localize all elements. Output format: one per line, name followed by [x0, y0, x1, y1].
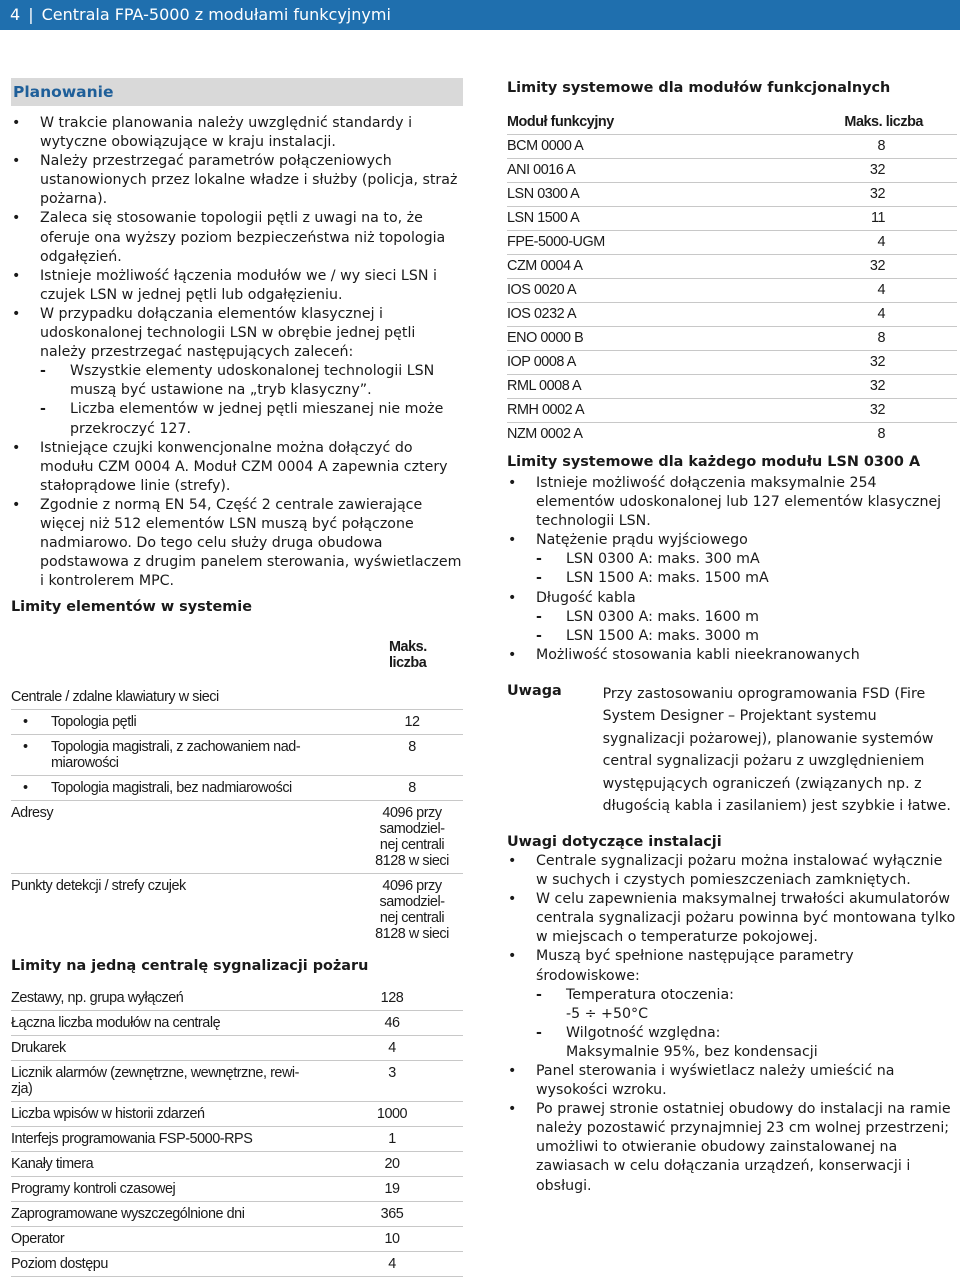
- table-row: Zaprogramowane wyszczególnione dni 365: [11, 1202, 463, 1227]
- header-title: Centrala FPA-5000 z modułami funkcyjnymi: [41, 5, 391, 24]
- list-item: • Długość kabla - LSN 0300 A: maks. 1600 m - LSN 1500 A: maks. 3000 m: [507, 589, 957, 646]
- system-limits-heading: Limity elementów w systemie: [11, 599, 252, 616]
- table-row: Operator 10: [11, 1227, 463, 1252]
- list-item: • Istnieje możliwość łączenia modułów we / wy sieci LSN i czujek LSN w jednej pętli lub odgałęzieniu.: [11, 267, 463, 305]
- max-column-header: Maks. liczba: [726, 108, 957, 135]
- module-column-header: Moduł funkcyjny: [507, 108, 726, 135]
- list-item: • Należy przestrzegać parametrów połączeniowych ustanowionych przez lokalne władze i służby (policja, straż pożarna).: [11, 152, 463, 209]
- install-heading: Uwagi dotyczące instalacji: [507, 833, 722, 850]
- table-row: CZM 0004 A 32: [507, 255, 957, 279]
- table-row: • Topologia pętli 12: [11, 710, 463, 735]
- page-header: [0, 0, 960, 30]
- table-row: Zestawy, np. grupa wyłączeń 128: [11, 986, 463, 1011]
- sub-list-item: - Wszystkie elementy udoskonalonej technologii LSN muszą być ustawione na „tryb klasyczny”.: [40, 362, 463, 400]
- sub-list-item: - Temperatura otoczenia: -5 ÷ +50°C: [536, 986, 957, 1024]
- table-row: • Topologia magistrali, bez nadmiarowości 8: [11, 776, 463, 801]
- env-sub-list: [536, 986, 957, 1062]
- list-item: • Zgodnie z normą EN 54, Część 2 centrale zawierające więcej niż 512 elementów LSN muszą być połączone nadmiarowo. Do tego celu służy druga obudowa podstawowa z drugim panelem sterowania, wyświetlaczem i kontrolerem MPC.: [11, 496, 463, 591]
- note-text: Przy zastosowaniu oprogramowania FSD (Fire System Designer – Projektant systemu sygnalizacji pożarowej), planowanie systemów central sygnalizacji pożaru z uwzględnieniem występujących ograniczeń (związanych np. z długością kabla i zasilaniem) jest szybkie i łatwe.: [602, 685, 951, 815]
- module-limits-table: [507, 108, 957, 446]
- list-item: • Możliwość stosowania kabli nieekranowanych: [507, 646, 957, 665]
- sub-list-item: - LSN 0300 A: maks. 300 mA: [536, 550, 957, 569]
- list-item: • Istnieje możliwość dołączenia maksymalnie 254 elementów udoskonalonej lub 127 elementów klasycznej technologii LSN.: [507, 474, 957, 531]
- lsn-limits-list: [507, 474, 957, 665]
- list-item: • Panel sterowania i wyświetlacz należy umieścić na wysokości wzroku.: [507, 1062, 957, 1100]
- table-row: FPE-5000-UGM 4: [507, 231, 957, 255]
- list-item: • Natężenie prądu wyjściowego - LSN 0300 A: maks. 300 mA - LSN 1500 A: maks. 1500 mA: [507, 531, 957, 588]
- note-box: [507, 683, 957, 818]
- table-row: LSN 1500 A 11: [507, 207, 957, 231]
- table-row: IOP 0008 A 32: [507, 351, 957, 375]
- system-limits-table: [11, 635, 463, 946]
- list-item: • Istniejące czujki konwencjonalne można dołączyć do modułu CZM 0004 A. Moduł CZM 0004 A zapewnia cztery stałoprądowe linie (strefy).: [11, 439, 463, 496]
- note-label: Uwaga: [507, 682, 562, 699]
- left-column: [11, 78, 463, 1277]
- list-item: • Muszą być spełnione następujące parametry środowiskowe: - Temperatura otoczenia: -5 ÷ +50°C - Wilgotność względna: Maksymalnie 95%, bez kondensacji: [507, 947, 957, 1062]
- sub-list-item: - LSN 0300 A: maks. 1600 m: [536, 608, 957, 627]
- table-row: Adresy 4096 przy samodziel- nej centrali 8128 w sieci: [11, 801, 463, 874]
- list-item: • W trakcie planowania należy uwzględnić standardy i wytyczne obowiązujące w kraju instalacji.: [11, 114, 463, 152]
- table-row: Interfejs programowania FSP-5000-RPS 1: [11, 1127, 463, 1152]
- table-row: NZM 0002 A 8: [507, 426, 885, 442]
- lsn-limits-heading: Limity systemowe dla każdego modułu LSN 0300 A: [507, 454, 921, 470]
- panel-limits-table: [11, 986, 463, 1277]
- list-item: • W przypadku dołączania elementów klasycznej i udoskonalonej technologii LSN w obrębie jednej pętli należy przestrzegać następujących zaleceń: - Wszystkie elementy udoskonalonej technologii LSN muszą być ustawione na „tryb klasyczny”. - Liczba elementów w jednej pętli mieszanej nie może przekroczyć 127.: [11, 305, 463, 439]
- right-column: [507, 78, 957, 1196]
- table-row: ENO 0000 B 8: [507, 327, 957, 351]
- page-number: 4: [10, 5, 21, 24]
- table-row: • Topologia magistrali, z zachowaniem nad- miarowości 8: [11, 735, 463, 776]
- table-row: [11, 675, 463, 710]
- list-item: • Po prawej stronie ostatniej obudowy do instalacji na ramie należy pozostawić przynajmniej 23 cm wolnej przestrzeni; umożliwi to otwieranie obudowy zainstalowanej na zawiasach w celu dołączania urządzeń, konserwacji i obsługi.: [507, 1100, 957, 1195]
- table-row: Licznik alarmów (zewnętrzne, wewnętrzne, rewi- zja) 3: [11, 1061, 463, 1102]
- sub-list-item: - Liczba elementów w jednej pętli mieszanej nie może przekroczyć 127.: [40, 400, 463, 438]
- sub-list-item: - Wilgotność względna: Maksymalnie 95%, bez kondensacji: [536, 1024, 957, 1062]
- table-row: BCM 0000 A 8: [507, 135, 957, 159]
- table-row: Liczba wpisów w historii zdarzeń 1000: [11, 1102, 463, 1127]
- install-list: [507, 852, 957, 1196]
- table-row: Łączna liczba modułów na centralę 46: [11, 1011, 463, 1036]
- list-item: • Zaleca się stosowanie topologii pętli z uwagi na to, że oferuje ona wyższy poziom bezpieczeństwa niż topologia odgałęzień.: [11, 209, 463, 266]
- table-row: [11, 635, 463, 675]
- module-limits-heading: Limity systemowe dla modułów funkcjonalnych: [507, 80, 891, 96]
- table-row: RMH 0002 A 32: [507, 399, 957, 423]
- planning-sub-list: [40, 362, 463, 438]
- table-row: Kanały timera 20: [11, 1152, 463, 1177]
- table-row: Poziom dostępu 4: [11, 1252, 463, 1277]
- table-row: Drukarek 4: [11, 1036, 463, 1061]
- table-row: [507, 108, 957, 135]
- table-row: Programy kontroli czasowej 19: [11, 1177, 463, 1202]
- table-row: Punkty detekcji / strefy czujek 4096 przy samodziel- nej centrali 8128 w sieci: [11, 878, 449, 943]
- network-label: Centrale / zdalne klawiatury w sieci: [11, 675, 361, 710]
- table-row: IOS 0232 A 4: [507, 303, 957, 327]
- header-separator: |: [28, 5, 34, 24]
- panel-limits-heading: Limity na jedną centralę sygnalizacji pożaru: [11, 958, 369, 975]
- current-sub-list: [536, 550, 957, 588]
- list-item: • W celu zapewnienia maksymalnej trwałości akumulatorów centrala sygnalizacji pożaru powinna być montowana tylko w miejscach o temperaturze pokojowej.: [507, 890, 957, 947]
- sub-list-item: - LSN 1500 A: maks. 3000 m: [536, 627, 957, 646]
- max-count-header: Maks. liczba: [389, 639, 427, 672]
- table-row: RML 0008 A 32: [507, 375, 957, 399]
- planning-list: [11, 114, 463, 591]
- table-row: ANI 0016 A 32: [507, 159, 957, 183]
- table-row: IOS 0020 A 4: [507, 279, 957, 303]
- cable-sub-list: [536, 608, 957, 646]
- planning-heading: Planowanie: [11, 78, 463, 106]
- sub-list-item: - LSN 1500 A: maks. 1500 mA: [536, 569, 957, 588]
- table-row: LSN 0300 A 32: [507, 183, 957, 207]
- list-item: • Centrale sygnalizacji pożaru można instalować wyłącznie w suchych i czystych pomieszczeniach zamkniętych.: [507, 852, 957, 890]
